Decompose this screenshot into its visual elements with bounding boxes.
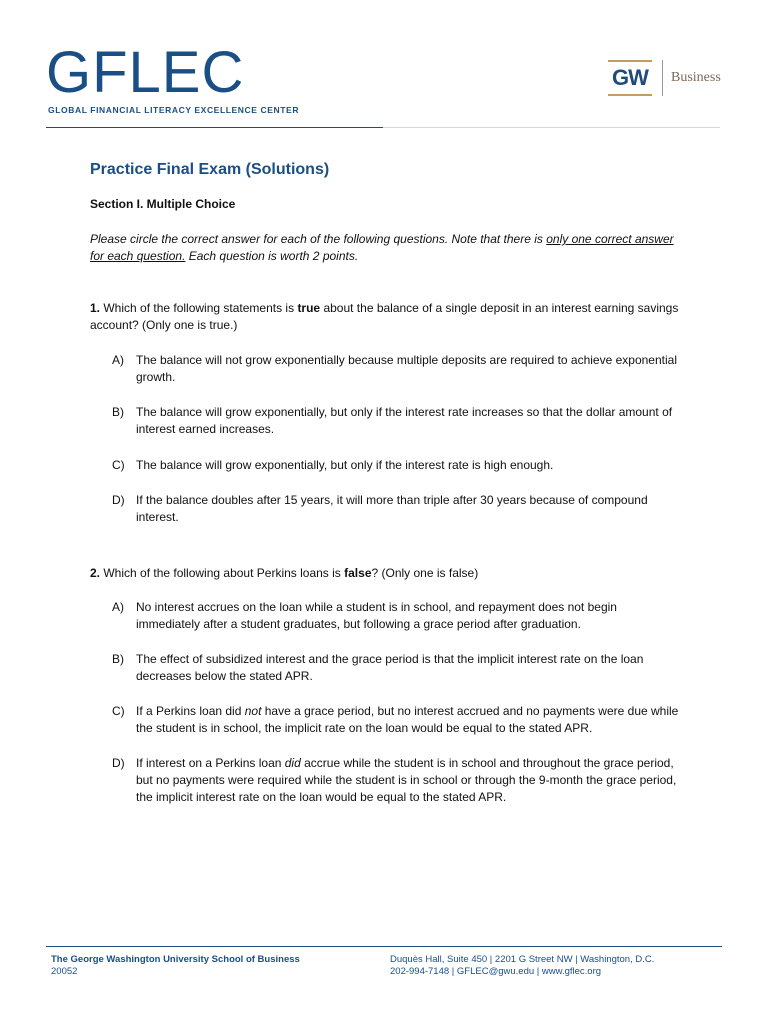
gw-logo-mark: GW xyxy=(608,60,652,96)
question-emphasis: false xyxy=(344,566,372,580)
footer-right xyxy=(390,954,654,978)
option-text: The balance will not grow exponentially because multiple deposits are required to achieve exponential growth. xyxy=(136,353,677,384)
page-title: Practice Final Exam (Solutions) xyxy=(90,161,330,178)
option-text-start: If interest on a Perkins loan xyxy=(136,756,285,770)
option-letter: C) xyxy=(112,458,125,472)
instructions-text-end: Each question is worth 2 points. xyxy=(185,249,359,263)
q2-option-d[interactable] xyxy=(112,755,682,806)
instructions xyxy=(90,231,690,265)
section-heading: Section I. Multiple Choice xyxy=(90,197,236,211)
option-text-italic: did xyxy=(284,756,301,770)
q2-option-c[interactable] xyxy=(112,703,682,737)
gw-business-label: Business xyxy=(671,70,721,85)
question-text: Which of the following statements is xyxy=(100,301,298,315)
option-text: No interest accrues on the loan while a student is in school, and repayment does not begin immediately after a student graduates, but following a grace period after graduation. xyxy=(136,600,617,631)
header-divider-light xyxy=(383,127,720,128)
q1-option-b[interactable] xyxy=(112,404,682,438)
option-text: If the balance doubles after 15 years, it will more than triple after 30 years because of compound interest. xyxy=(136,493,648,524)
gflec-logo: GFLEC xyxy=(46,40,245,105)
footer-zip: 20052 xyxy=(51,966,78,977)
q1-option-c[interactable] xyxy=(112,457,682,474)
option-text-end: have a grace period, but no interest accrued and no payments were due while the student is in school, the implicit rate on the loan would be equal to the stated APR. xyxy=(136,704,679,735)
logo-divider xyxy=(662,60,663,96)
q2-option-b[interactable] xyxy=(112,651,682,685)
question-number: 1. xyxy=(90,301,101,315)
option-text xyxy=(136,755,682,806)
q2-option-a[interactable] xyxy=(112,599,682,633)
option-letter: B) xyxy=(112,405,124,419)
option-letter: B) xyxy=(112,652,124,666)
header-divider xyxy=(46,127,383,128)
q1-option-d[interactable] xyxy=(112,492,682,526)
option-letter: A) xyxy=(112,353,124,367)
option-text-italic: not xyxy=(244,704,262,718)
option-text: The balance will grow exponentially, but only if the interest rate increases so that the dollar amount of interest earned increases. xyxy=(136,405,673,436)
gflec-logo-subtitle: GLOBAL FINANCIAL LITERACY EXCELLENCE CENTER xyxy=(48,105,300,115)
instructions-underlined: only one correct answer for each question. xyxy=(90,232,674,263)
instructions-text: Please circle the correct answer for each of the following questions. Note that there is xyxy=(90,232,547,246)
question-text-end: about the balance of a single deposit in an interest earning savings account? (Only one is true.) xyxy=(90,301,679,332)
option-text: The effect of subsidized interest and the grace period is that the implicit interest rate on the loan decreases below the stated APR. xyxy=(136,652,644,683)
option-text: The balance will grow exponentially, but only if the interest rate is high enough. xyxy=(136,458,554,472)
question-1 xyxy=(90,300,690,334)
option-text-start: If a Perkins loan did xyxy=(136,704,245,718)
question-text: Which of the following about Perkins loans is xyxy=(100,566,345,580)
question-2 xyxy=(90,565,690,582)
footer-school: The George Washington University School of Business xyxy=(51,954,300,965)
question-text-end: ? (Only one is false) xyxy=(371,566,479,580)
footer-divider xyxy=(46,946,722,947)
footer-left xyxy=(51,954,300,978)
footer-contact: 202-994-7148 | GFLEC@gwu.edu | www.gflec.org xyxy=(390,966,602,977)
option-letter: D) xyxy=(112,493,125,507)
q1-option-a[interactable] xyxy=(112,352,682,386)
question-number: 2. xyxy=(90,566,101,580)
question-emphasis: true xyxy=(297,301,321,315)
option-letter: C) xyxy=(112,704,125,718)
option-letter: A) xyxy=(112,600,124,614)
option-letter: D) xyxy=(112,756,125,770)
option-text-end: accrue while the student is in school and throughout the grace period, but no payments were required while the student is in school or through the 9-month the grace period, the implicit interest rate on the loan would be equal to the stated APR. xyxy=(136,756,677,804)
footer-address: Duquès Hall, Suite 450 | 2201 G Street NW | Washington, D.C. xyxy=(390,954,655,965)
gw-business-logo xyxy=(608,60,721,96)
option-text xyxy=(136,703,682,737)
